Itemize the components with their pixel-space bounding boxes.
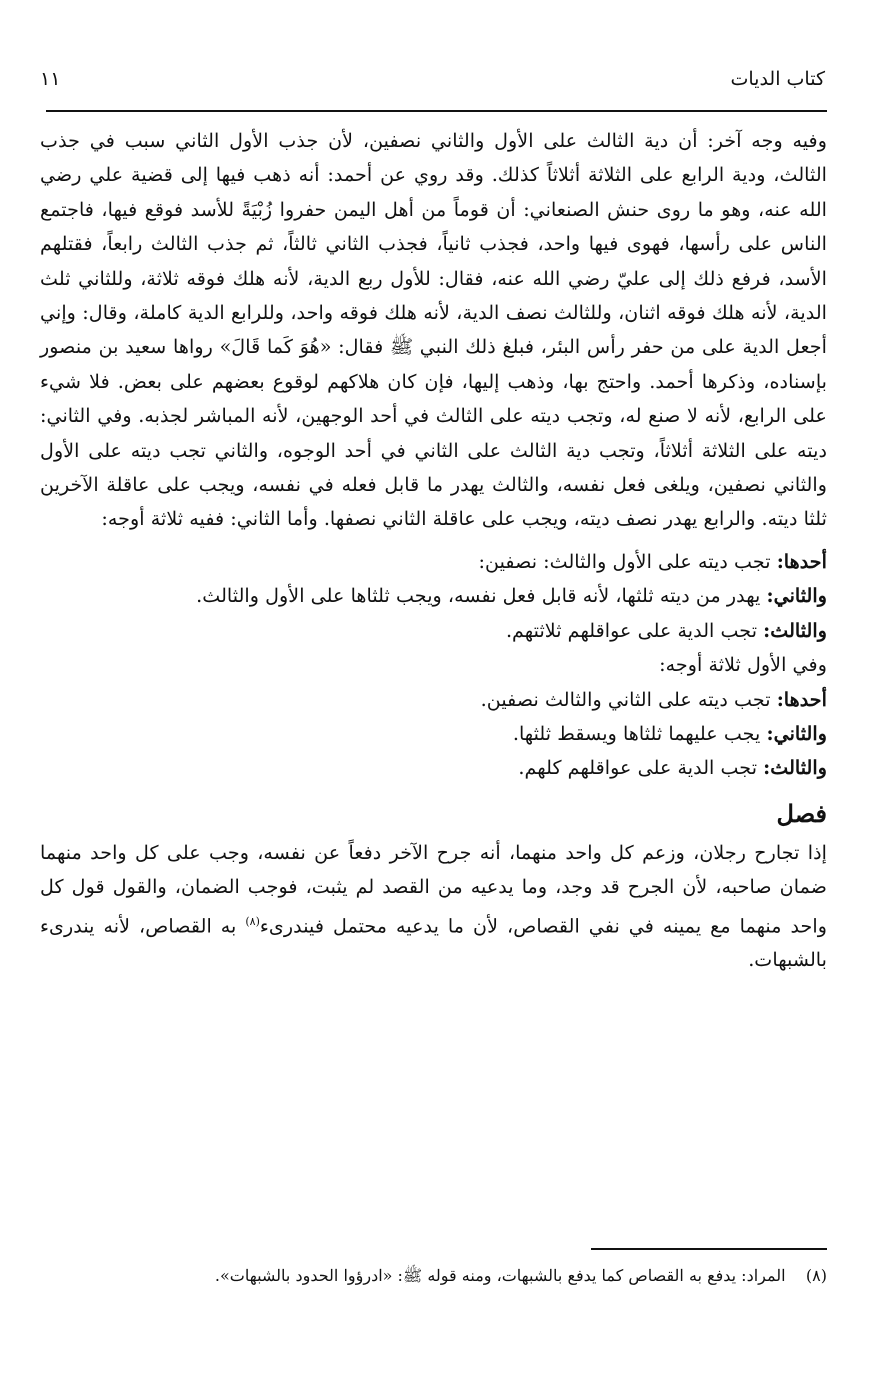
running-title: كتاب الديات — [730, 68, 825, 90]
page-number: ١١ — [40, 68, 61, 90]
footnote-rule — [591, 1248, 827, 1250]
footnote-text: المراد: يدفع به القصاص كما يدفع بالشبهات، ومنه قوله ﷺ: «ادرؤوا الحدود بالشبهات». — [214, 1266, 786, 1285]
list-first — [40, 545, 827, 786]
footnote-ref[interactable]: (٨) — [245, 914, 260, 928]
list-item: أحدها: تجب ديته على الأول والثالث: نصفين: — [478, 549, 827, 573]
list-item: والثالث: تجب الدية على عواقلهم ثلاثتهم. — [505, 618, 827, 642]
paragraph: وفيه وجه آخر: أن دية الثالث على الأول والثاني نصفين، لأن جذب الأول الثاني سبب في جذب الثالث، ودية الرابع على الثلاثة أثلاثاً كذلك. وقد روي عن أحمد: أنه ذهب فيها إلى قضية علي رضي الله عنه، وهو ما روى حنش الصنعاني: أن قوماً من أهل اليمن حفروا زُبْيَةً للأسد فوقع فيها، فاجتمع الناس على رأسها، فهوى فيها واحد، فجذب ثانياً، فجذب الثاني ثالثاً، ثم جذب الثالث رابعاً، فقتلهم الأسد، فرفع ذلك إلى عليّ رضي الله عنه، فقال: للأول ربع الدية، لأنه هلك فوقه ثلاثة، وللثاني ثلث الدية، لأنه هلك فوقه اثنان، وللثالث نصف الدية، لأنه هلك فوقه واحد، وللرابع الدية كاملة، وقال: وإني أجعل الدية على من حفر رأس البئر، فبلغ ذلك النبي ﷺ فقال: «هُوَ كَما قَالَ» رواها سعيد بن منصور بإسناده، وذكرها أحمد. واحتج بها، وذهب إليها، فإن كان هلاكهم لوقوع بعضهم على بعض. فلا شيء على الرابع، لأنه لا صنع له، وتجب ديته على الثالث في أحد الوجهين، لأنه المباشر لجذبه. وفي الثاني: ديته على الثلاثة أثلاثاً، وتجب دية الثالث على الثاني في أحد الوجوه، والثاني تجب ديته على الأول والثاني نصفين، ويلغى فعل نفسه، والثالث يهدر ما قابل فعله في نفسه، ويجب على عاقلة الآخرين ثلثا ديته. والرابع يهدر نصف ديته، ويجب على عاقلة الثاني نصفها. وأما الثاني: ففيه ثلاثة أوجه: — [40, 129, 827, 531]
footnote-number: (٨) — [805, 1266, 827, 1285]
sub-intro: وفي الأول ثلاثة أوجه: — [659, 653, 827, 677]
footnote — [90, 1262, 827, 1290]
page-header — [40, 62, 825, 96]
main-text — [40, 124, 827, 978]
list-item: والثاني: يهدر من ديته ثلثها، لأنه قابل فعل نفسه، ويجب ثلثاها على الأول والثالث. — [196, 584, 827, 608]
section-heading: فصل — [776, 798, 827, 828]
list-item: أحدها: تجب ديته على الثاني والثالث نصفين. — [480, 687, 827, 711]
list-item: والثاني: يجب عليهما ثلثاها ويسقط ثلثها. — [512, 721, 827, 745]
header-rule — [46, 110, 827, 112]
paragraph: إذا تجارح رجلان، وزعم كل واحد منهما، أنه جرح الآخر دفعاً عن نفسه، وجب على كل واحد منهما ضمان صاحبه، لأن الجرح قد وجد، وما يدعيه من القصد لم يثبت، فوجب الضمان، والقول قول كل واحد منهما مع يمينه في نفي القصاص، لأن ما يدعيه محتمل فيندرىء$^{(٨)}$ به القصاص، لأنه يندرىء بالشبهات. — [40, 840, 827, 972]
list-item: والثالث: تجب الدية على عواقلهم كلهم. — [518, 756, 827, 780]
